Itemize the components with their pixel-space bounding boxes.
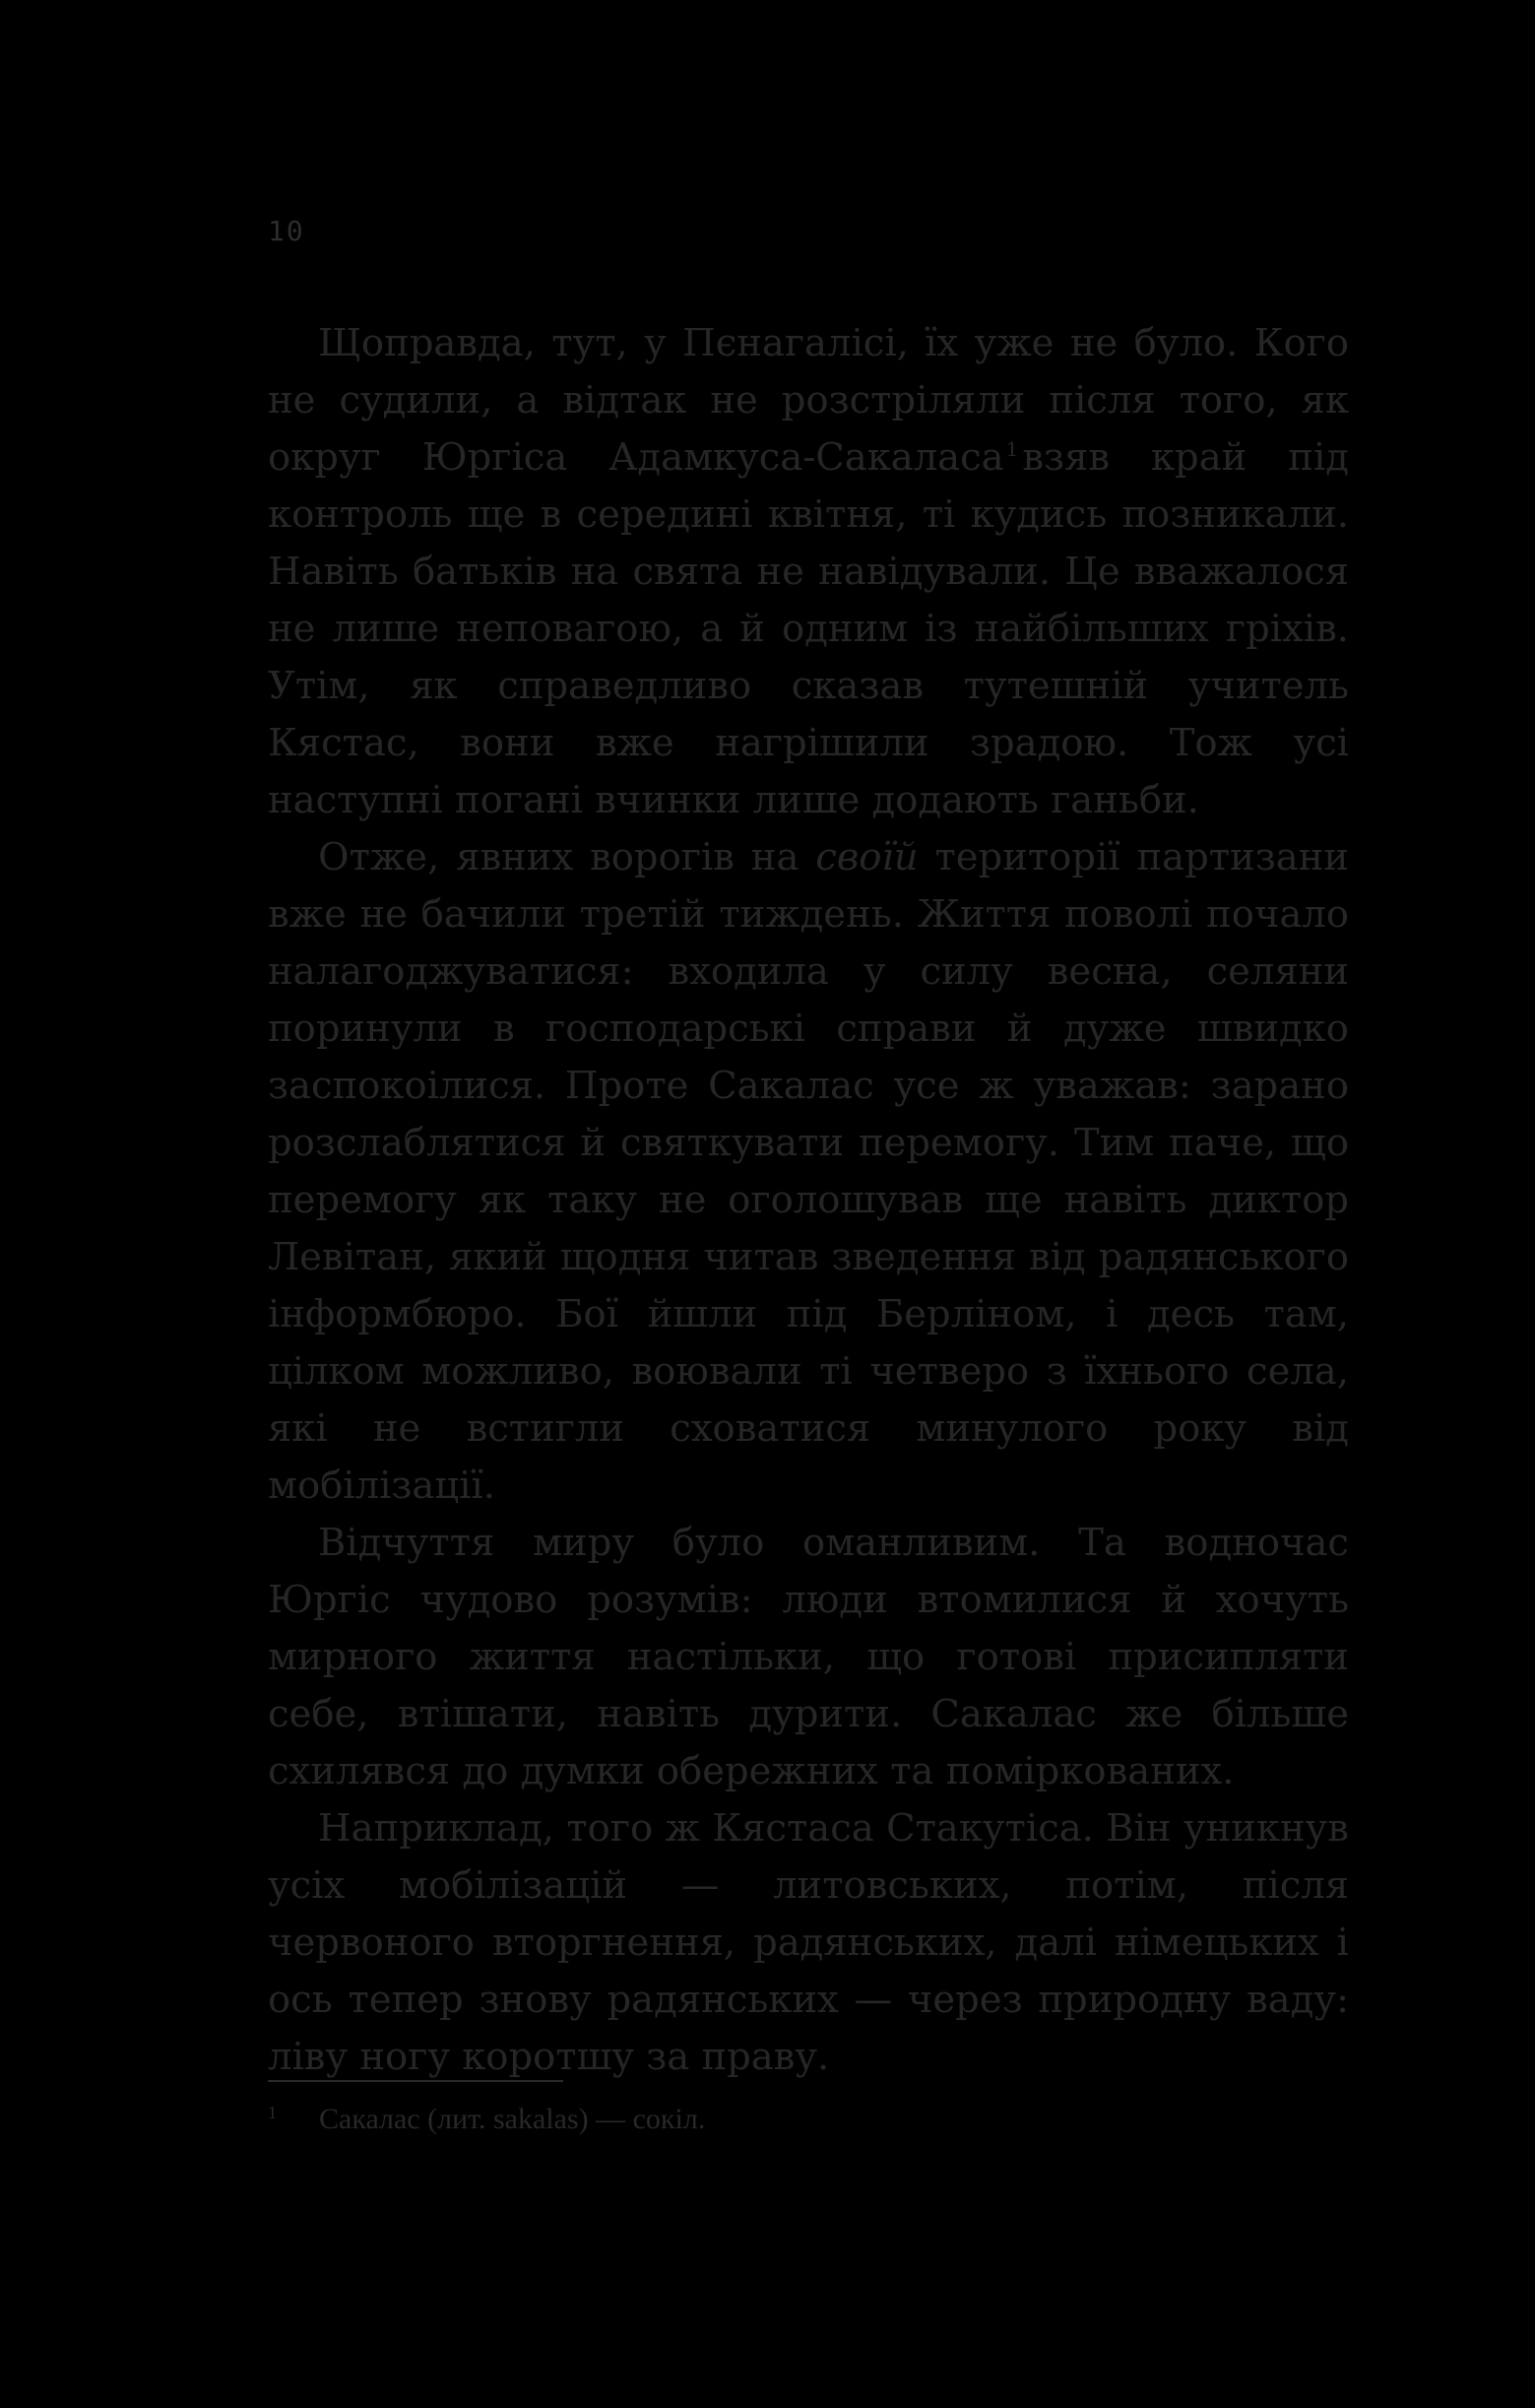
footnote-number: 1 xyxy=(268,2103,277,2122)
paragraph-1-text-b: взяв край під контроль ще в середині квітня, ті кудись позникали. Навіть батьків на свята не навідували. Це вважалося не лише неповагою, а й одним із найбільших гріхів. Утім, як справедливо сказав тутешній учитель Кястас, вони вже нагрішили зрадою. Тож усі наступні погані вчинки лише додають ганьби. xyxy=(268,435,1349,822)
body-text xyxy=(268,315,1349,2086)
footnote-divider xyxy=(268,2080,563,2082)
footnote-text: Сакалас (лит. sakalas) — сокіл. xyxy=(319,2103,706,2135)
paragraph-4: Наприклад, того ж Кястаса Стакутіса. Він уникнув усіх мобілізацій — литовських, потім, після червоного вторгнення, радянських, далі німецьких і ось тепер знову радянських — через природну ваду: ліву ногу коротшу за праву. xyxy=(268,1806,1349,2079)
paragraph-2 xyxy=(268,829,1349,1515)
page-number: 10 xyxy=(268,215,305,247)
paragraph-1 xyxy=(268,315,1349,829)
footnote xyxy=(268,2100,705,2139)
paragraph-2-text-b: території партизани вже не бачили третій тиждень. Життя поволі почало налагоджуватися: входила у силу весна, селяни поринули в господарські справи й дуже швидко заспокоілися. Проте Сакалас усе ж уважав: зарано розслаблятися й святкувати перемогу. Тим паче, що перемогу як таку не оголошував ще навіть диктор Левітан, який щодня читав зведення від радянського інформбюро. Бої йшли під Берліном, і десь там, цілком можливо, воювали ті четверо з їхнього села, які не встигли сховатися минулого року від мобілізації. xyxy=(268,835,1349,1508)
paragraph-2-text-a: Отже, явних ворогів на xyxy=(318,835,799,879)
paragraph-1-text-a: Щоправда, тут, у Пєнагалісі, їх уже не було. Кого не судили, а відтак не розстріляли після того, як округ Юргіса Адамкуса-Сакаласа xyxy=(268,321,1349,480)
paragraph-3: Відчуття миру було оманливим. Та водночас Юргіс чудово розумів: люди втомилися й хочуть мирного життя настільки, що готові присипляти себе, втішати, навіть дурити. Сакалас же більше схилявся до думки обережних та поміркованих. xyxy=(268,1521,1349,1793)
paragraph-2-emphasis: своїй xyxy=(815,835,919,879)
footnote-reference: 1 xyxy=(1005,437,1019,462)
